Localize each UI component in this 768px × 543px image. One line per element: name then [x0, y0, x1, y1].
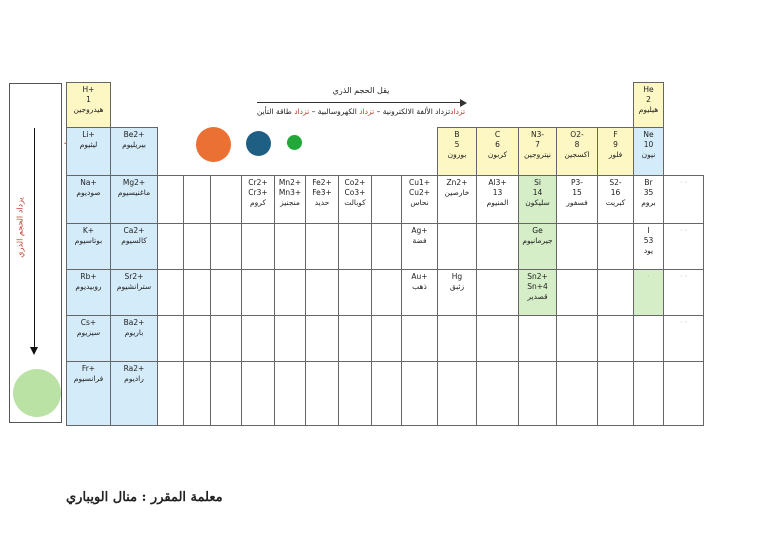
element-cell-r2c9	[371, 175, 402, 224]
element-cell-r3c6	[274, 223, 306, 270]
cell-text: Br	[644, 178, 653, 187]
element-cell-r3c2	[157, 223, 184, 270]
element-cell-r2c7	[305, 175, 339, 224]
element-cell-r2c5	[241, 175, 275, 224]
green-circle-icon	[287, 135, 302, 150]
periodic-table-grid	[66, 82, 703, 425]
element-cell-r5c14	[556, 315, 598, 362]
element-cell-r2c11	[437, 175, 477, 224]
cell-text: B	[454, 130, 460, 139]
cell-text: 2	[646, 95, 651, 105]
cell-text: نيون	[641, 150, 656, 160]
cell-text: Cs+	[80, 318, 97, 327]
element-cell-r1c11	[437, 127, 477, 176]
cell-text: Co2+	[344, 178, 366, 187]
cell-text: باريوم	[124, 328, 144, 338]
cell-text: 15	[572, 188, 582, 198]
cell-text: Ba2+	[123, 318, 145, 327]
cell-text: 16	[610, 188, 621, 198]
cell-text: He	[643, 85, 654, 94]
cell-text: روبيديوم	[75, 282, 102, 292]
element-cell-r3c15	[597, 223, 634, 270]
element-cell-r6c9	[371, 361, 402, 426]
element-cell-r1c0	[66, 127, 111, 176]
cell-text: Sn+4	[527, 282, 548, 292]
element-cell-r6c11	[437, 361, 477, 426]
element-cell-r4c15	[597, 269, 634, 316]
cell-text: ذهب	[412, 282, 427, 292]
cell-text: Mn3+	[278, 188, 302, 198]
element-cell-r6c5	[241, 361, 275, 426]
header-black-3: طاقة التأين	[256, 107, 295, 116]
cell-text: · ·	[679, 178, 688, 187]
cell-text: يود	[643, 246, 654, 256]
element-cell-r1c14	[556, 127, 598, 176]
element-cell-r4c10	[401, 269, 438, 316]
element-cell-r4c16	[633, 269, 664, 316]
cell-text: Ca2+	[123, 226, 145, 235]
element-cell-r3c16	[633, 223, 664, 270]
cell-text: Cu2+	[408, 188, 431, 198]
cell-text: فسفور	[566, 198, 588, 208]
element-cell-r4c8	[338, 269, 372, 316]
cell-text: 8	[574, 140, 580, 150]
element-cell-r3c17	[663, 223, 704, 270]
element-cell-r6c2	[157, 361, 184, 426]
element-cell-r3c7	[305, 223, 339, 270]
element-cell-r4c7	[305, 269, 339, 316]
cell-text: بروم	[641, 198, 656, 208]
element-cell-r3c12	[476, 223, 519, 270]
cell-text: O2-	[570, 130, 584, 139]
cell-text: Sn2+	[527, 272, 548, 281]
cell-text: Si	[534, 178, 541, 187]
cell-text: Fe3+	[312, 188, 332, 198]
element-cell-r3c8	[338, 223, 372, 270]
cell-text: Co3+	[344, 188, 366, 198]
element-cell-r3c0	[66, 223, 111, 270]
header-black-2: الكهروسالبية –	[309, 107, 360, 116]
cell-text: Fe2+	[312, 178, 332, 187]
element-cell-r4c6	[274, 269, 306, 316]
element-cell-r6c10	[401, 361, 438, 426]
cell-text: كالسيوم	[121, 236, 147, 246]
cell-text: 5	[454, 140, 460, 150]
element-cell-r6c15	[597, 361, 634, 426]
element-cell-r4c13	[518, 269, 557, 316]
cell-text: Ra2+	[123, 364, 145, 373]
cell-text: كوبالت	[344, 198, 366, 208]
cell-text: Fr+	[81, 364, 96, 373]
cell-text: سترانشيوم	[116, 282, 152, 292]
element-cell-r6c4	[210, 361, 242, 426]
cell-text: 14	[532, 188, 543, 198]
element-cell-r5c5	[241, 315, 275, 362]
cell-text: Al3+	[488, 178, 507, 187]
cell-text: خارصين	[444, 188, 470, 198]
header-red-2: تزداد	[359, 107, 375, 116]
element-cell-r4c0	[66, 269, 111, 316]
element-cell-r1c15	[597, 127, 634, 176]
cell-text: S2-	[609, 178, 622, 187]
down-arrow-icon	[34, 128, 35, 353]
element-cell-r2c0	[66, 175, 111, 224]
element-cell-r4c3	[183, 269, 211, 316]
element-cell-r2c4	[210, 175, 242, 224]
cell-text: 13	[492, 188, 503, 198]
element-cell-r5c0	[66, 315, 111, 362]
element-cell-r5c13	[518, 315, 557, 362]
cell-text: فلور	[608, 150, 623, 160]
cell-text: ليثيوم	[79, 140, 98, 150]
element-cell-r3c4	[210, 223, 242, 270]
element-cell-r5c2	[157, 315, 184, 362]
element-cell-r2c16	[633, 175, 664, 224]
element-cell-r4c1	[110, 269, 158, 316]
element-cell-r3c1	[110, 223, 158, 270]
cell-text: ·	[647, 272, 650, 281]
cell-text: المنيوم	[486, 198, 509, 208]
cell-text: صوديوم	[76, 188, 101, 198]
cell-text: Ne	[643, 130, 654, 139]
element-cell-r4c9	[371, 269, 402, 316]
element-cell-r6c14	[556, 361, 598, 426]
cell-text: كربون	[487, 150, 508, 160]
cell-text: هيدروجين	[73, 105, 104, 115]
element-cell-r4c14	[556, 269, 598, 316]
cell-text: فضة	[412, 236, 427, 246]
cell-text: Zn2+	[446, 178, 468, 187]
cell-text: Mn2+	[278, 178, 302, 187]
cell-text: Cr3+	[248, 188, 268, 198]
cell-text: · ·	[679, 318, 688, 327]
cell-text: نحاس	[410, 198, 429, 208]
cell-text: 1	[86, 95, 91, 105]
cell-text: جيرمانيوم	[522, 236, 553, 246]
cell-text: · ·	[679, 272, 688, 281]
cell-text: H+	[82, 85, 95, 94]
element-cell-r2c15	[597, 175, 634, 224]
element-cell-r5c10	[401, 315, 438, 362]
element-cell-r4c4	[210, 269, 242, 316]
cell-text: · ·	[679, 226, 688, 235]
element-cell-r0c16	[633, 82, 664, 128]
element-cell-r1c13	[518, 127, 557, 176]
element-cell-r2c17	[663, 175, 704, 224]
element-cell-r2c12	[476, 175, 519, 224]
element-cell-r5c3	[183, 315, 211, 362]
teacher-signature: معلمة المقرر : منال الويباري	[66, 490, 223, 505]
element-cell-r6c13	[518, 361, 557, 426]
header-black-1: تزداد الألفة الالكترونية –	[374, 107, 451, 116]
cell-text: كبريت	[605, 198, 626, 208]
cell-text: Hg	[451, 272, 463, 281]
element-cell-r6c7	[305, 361, 339, 426]
element-cell-r5c16	[633, 315, 664, 362]
element-cell-r5c11	[437, 315, 477, 362]
cell-text: Sr2+	[124, 272, 144, 281]
element-cell-r1c1	[110, 127, 158, 176]
element-cell-r1c16	[633, 127, 664, 176]
cell-text: Cu1+	[408, 178, 431, 187]
cell-text: 10	[643, 140, 654, 150]
element-cell-r4c2	[157, 269, 184, 316]
element-cell-r6c8	[338, 361, 372, 426]
element-cell-r2c2	[157, 175, 184, 224]
cell-text: راديوم	[124, 374, 144, 384]
element-cell-r2c14	[556, 175, 598, 224]
cell-text: فرانسيوم	[73, 374, 104, 384]
element-cell-r6c17	[663, 361, 704, 426]
element-cell-r5c6	[274, 315, 306, 362]
cell-text: 35	[643, 188, 654, 198]
cell-text: بورون	[447, 150, 467, 160]
cell-text: Au+	[411, 272, 428, 281]
cell-text: F	[613, 130, 618, 139]
cell-text: 7	[535, 140, 540, 150]
element-cell-r5c1	[110, 315, 158, 362]
element-cell-r2c6	[274, 175, 306, 224]
cell-text: Li+	[82, 130, 95, 139]
element-cell-r2c10	[401, 175, 438, 224]
header-red-1: تزداد	[450, 107, 466, 116]
cell-text: Be2+	[123, 130, 145, 139]
cell-text: Ag+	[411, 226, 428, 235]
element-cell-r6c12	[476, 361, 519, 426]
cell-text: C	[494, 130, 501, 139]
element-cell-r4c5	[241, 269, 275, 316]
element-cell-r5c8	[338, 315, 372, 362]
cell-text: ماغنيسيوم	[117, 188, 151, 198]
cell-text: I	[647, 226, 650, 235]
cell-text: N3-	[530, 130, 545, 139]
cell-text: بوتاسيوم	[74, 236, 103, 246]
element-cell-r2c8	[338, 175, 372, 224]
element-cell-r6c0	[66, 361, 111, 426]
cell-text: نيتروجين	[524, 150, 551, 160]
element-cell-r3c14	[556, 223, 598, 270]
cell-text: Rb+	[80, 272, 97, 281]
cell-text: منجنيز	[280, 198, 300, 208]
header-size-text: يقل الحجم الذري	[332, 86, 390, 95]
element-cell-r6c3	[183, 361, 211, 426]
element-cell-r3c5	[241, 223, 275, 270]
cell-text: اكسجين	[564, 150, 590, 160]
element-cell-r6c1	[110, 361, 158, 426]
cell-text: سليكون	[525, 198, 550, 208]
cell-text: Na+	[80, 178, 97, 187]
large-green-circle-icon	[13, 369, 61, 417]
element-cell-r3c10	[401, 223, 438, 270]
blue-circle-icon	[246, 131, 271, 156]
element-cell-r2c13	[518, 175, 557, 224]
element-cell-r3c9	[371, 223, 402, 270]
cell-text: Mg2+	[122, 178, 146, 187]
element-cell-r5c9	[371, 315, 402, 362]
element-cell-r1c12	[476, 127, 519, 176]
cell-text: كروم	[250, 198, 266, 208]
element-cell-r4c11	[437, 269, 477, 316]
element-cell-r5c12	[476, 315, 519, 362]
cell-text: حديد	[314, 198, 330, 208]
element-cell-r5c7	[305, 315, 339, 362]
element-cell-r5c15	[597, 315, 634, 362]
cell-text: 9	[613, 140, 618, 150]
orange-circle-icon	[196, 127, 231, 162]
cell-text: هيليوم	[638, 105, 659, 115]
cell-text: P3-	[570, 178, 583, 187]
cell-text: K+	[82, 226, 95, 235]
element-cell-r4c12	[476, 269, 519, 316]
element-cell-r3c3	[183, 223, 211, 270]
element-cell-r6c16	[633, 361, 664, 426]
cell-text: سيزيوم	[76, 328, 101, 338]
element-cell-r2c1	[110, 175, 158, 224]
element-cell-r2c3	[183, 175, 211, 224]
cell-text: Cr2+	[248, 178, 268, 187]
cell-text: Ge	[532, 226, 543, 235]
side-size-text: يزداد الحجم الذري	[15, 197, 25, 258]
element-cell-r6c6	[274, 361, 306, 426]
cell-text: بيريليوم	[122, 140, 146, 150]
element-cell-r4c17	[663, 269, 704, 316]
element-cell-r5c17	[663, 315, 704, 362]
header-red-3: تزداد	[294, 107, 310, 116]
cell-text: زئبق	[449, 282, 465, 292]
cell-text: 6	[495, 140, 500, 150]
element-cell-r5c4	[210, 315, 242, 362]
cell-text: قصدير	[527, 292, 548, 302]
cell-text: 53	[643, 236, 654, 246]
element-cell-r3c11	[437, 223, 477, 270]
element-cell-r0c0	[66, 82, 111, 128]
element-cell-r3c13	[518, 223, 557, 270]
